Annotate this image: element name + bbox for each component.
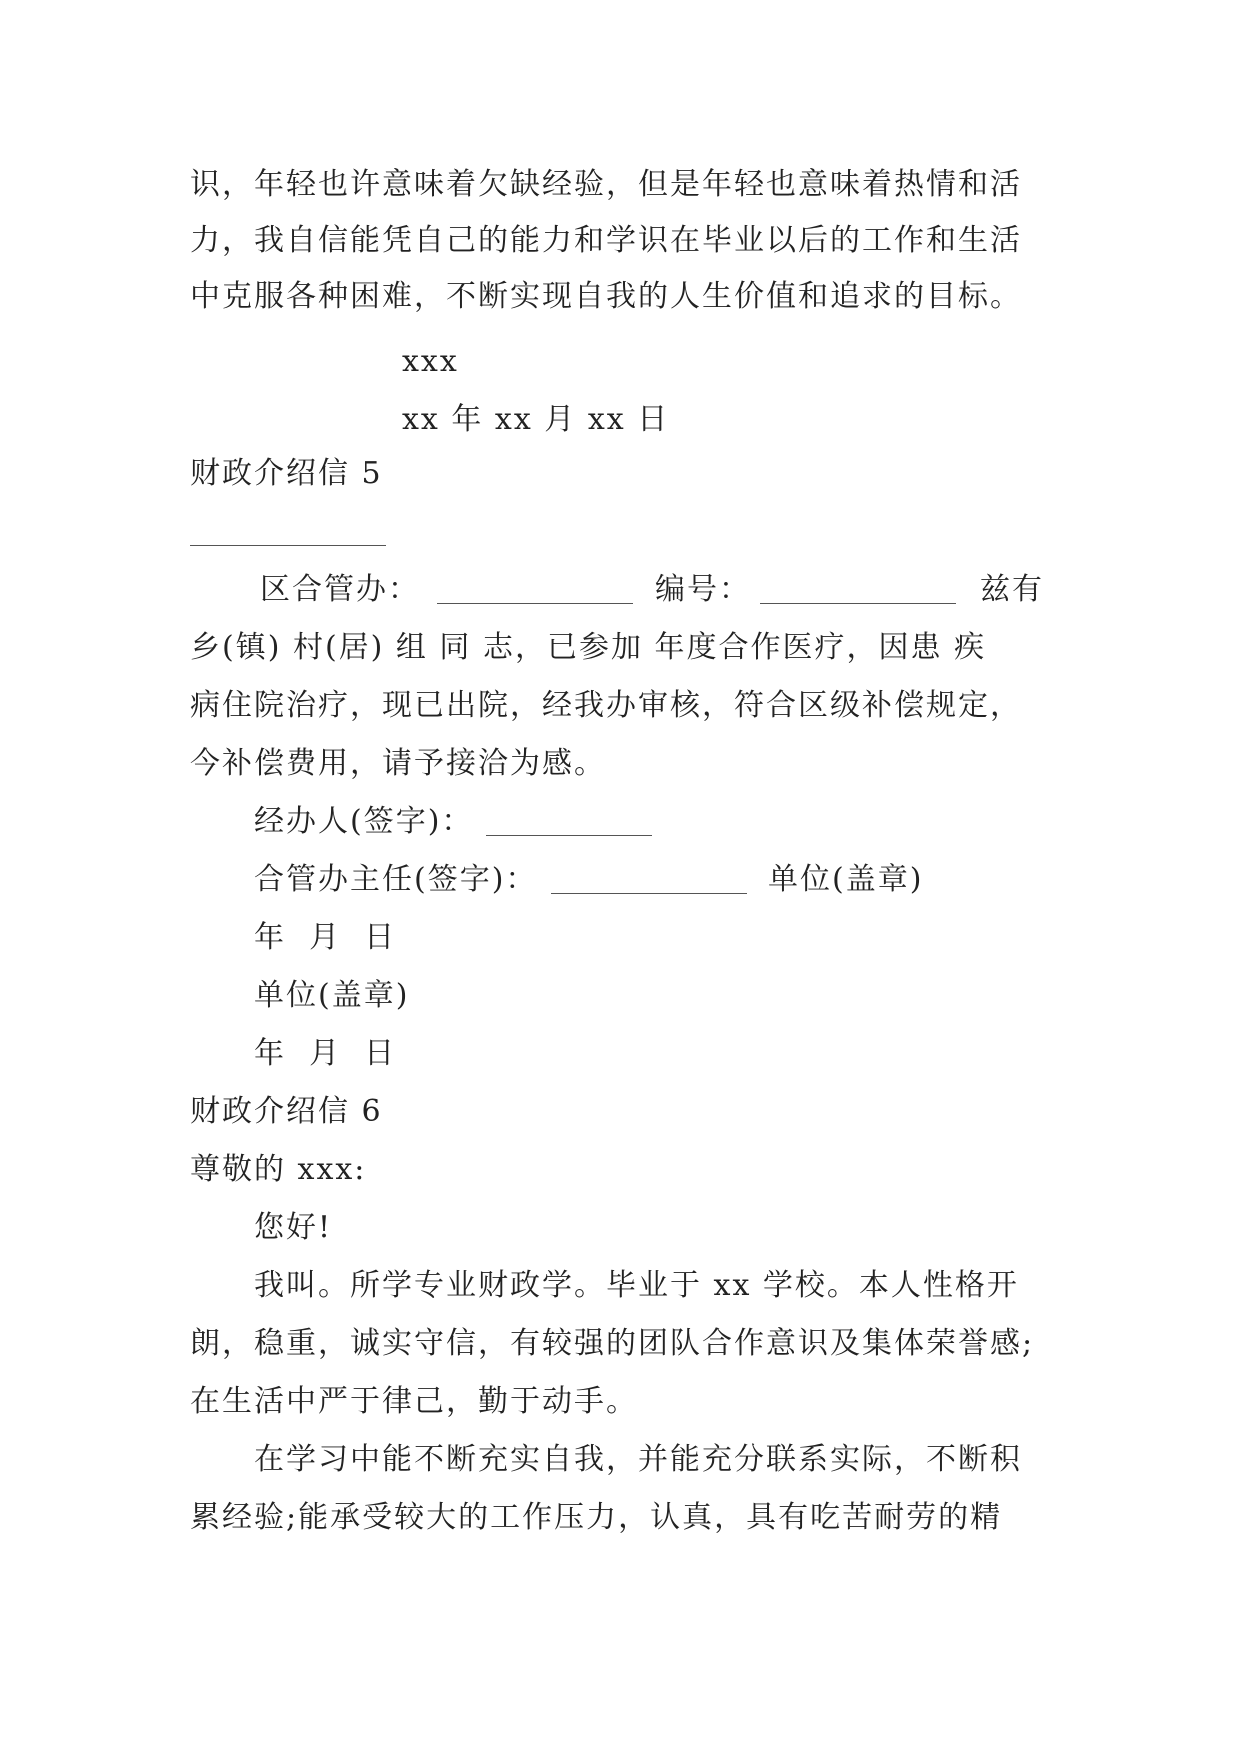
paragraph-line: 在学习中能不断充实自我，并能充分联系实际，不断积	[254, 1442, 1022, 1477]
paragraph-line: 乡(镇) 村(居) 组 同 志，已参加 年度合作医疗，因患 疾	[190, 630, 987, 665]
serial-number-label: 编号：	[655, 572, 751, 607]
unit-seal-label: 单位(盖章)	[254, 978, 410, 1013]
unit-seal-label: 单位(盖章)	[768, 862, 924, 897]
blank-line	[760, 603, 956, 604]
handler-signature-label: 经办人(签字)：	[254, 804, 474, 839]
paragraph-line: 朗，稳重，诚实守信，有较强的团队合作意识及集体荣誉感;	[190, 1326, 1035, 1361]
blank-line	[551, 893, 747, 894]
date-line: 年 月 日	[254, 920, 397, 955]
signature-date: xx 年 xx 月 xx 日	[402, 402, 670, 437]
greeting: 您好!	[254, 1210, 333, 1245]
paragraph-line: 今补偿费用，请予接洽为感。	[190, 746, 606, 781]
paragraph-line: 力，我自信能凭自己的能力和学识在毕业以后的工作和生活	[190, 223, 1022, 258]
paragraph-line: 我叫。所学专业财政学。毕业于 xx 学校。本人性格开	[254, 1268, 1019, 1303]
header-text: 兹有	[980, 572, 1044, 607]
section-title: 财政介绍信 6	[190, 1094, 383, 1129]
blank-line	[437, 603, 633, 604]
paragraph-line: 累经验;能承受较大的工作压力，认真，具有吃苦耐劳的精	[190, 1500, 1003, 1535]
paragraph-line: 识，年轻也许意味着欠缺经验，但是年轻也意味着热情和活	[190, 167, 1022, 202]
paragraph-line: 病住院治疗，现已出院，经我办审核，符合区级补偿规定，	[190, 688, 1022, 723]
signature-name: xxx	[402, 344, 459, 379]
blank-line	[486, 835, 652, 836]
section-title: 财政介绍信 5	[190, 456, 383, 491]
header-addressee: 区合管办：	[260, 572, 420, 607]
divider	[190, 545, 386, 546]
date-line: 年 月 日	[254, 1036, 397, 1071]
director-signature-label: 合管办主任(签字)：	[254, 862, 538, 897]
paragraph-line: 在生活中严于律己，勤于动手。	[190, 1384, 638, 1419]
salutation: 尊敬的 xxx:	[190, 1152, 367, 1187]
paragraph-line: 中克服各种困难，不断实现自我的人生价值和追求的目标。	[190, 279, 1022, 314]
